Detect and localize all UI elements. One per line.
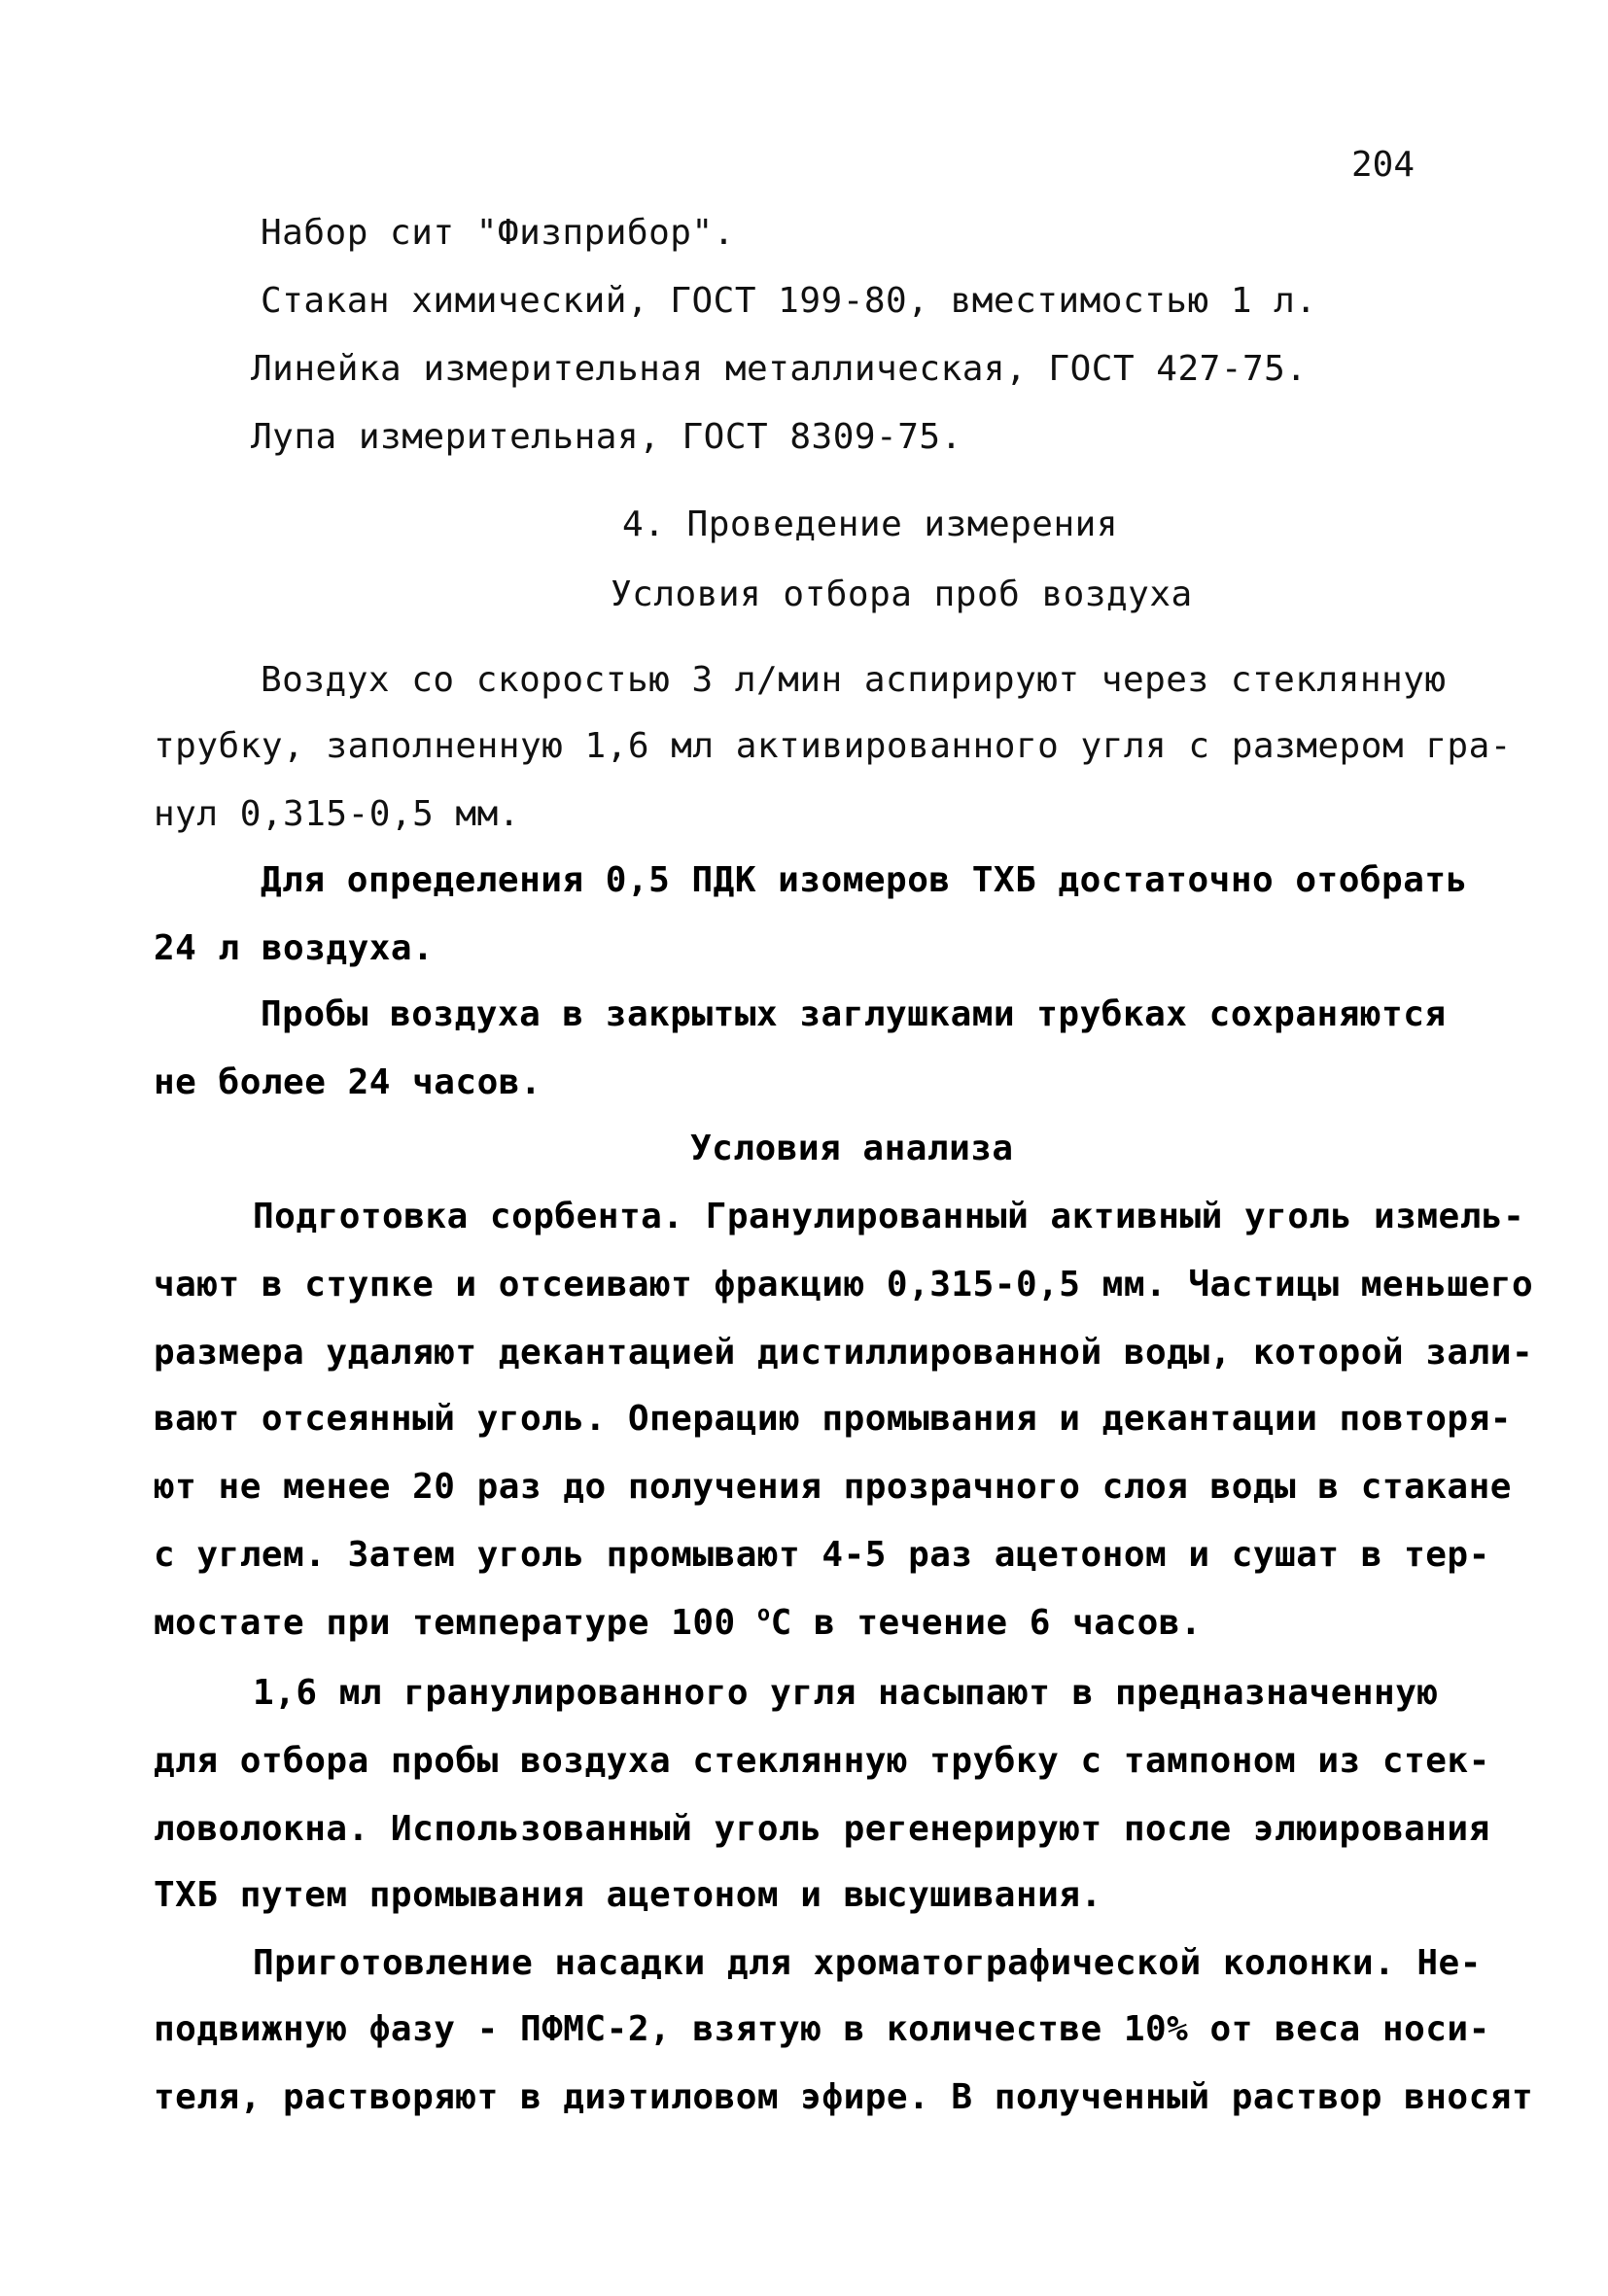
equipment-line: Лупа измерительная, ГОСТ 8309-75.	[251, 417, 962, 457]
body-line: Пробы воздуха в закрытых заглушками трубках сохраняются	[261, 994, 1447, 1034]
body-line: Подготовка сорбента. Гранулированный активный уголь измель-	[253, 1197, 1525, 1236]
body-line-temperature	[154, 1602, 1202, 1645]
body-line: ют не менее 20 раз до получения прозрачного слоя воды в стакане	[154, 1467, 1512, 1507]
body-line: для отбора пробы воздуха стеклянную трубку с тампоном из стек-	[154, 1741, 1490, 1781]
body-line: вают отсеянный уголь. Операцию промывания и декантации повторя-	[154, 1399, 1512, 1439]
equipment-line: Набор сит "Физприбор".	[261, 213, 735, 253]
body-line: Приготовление насадки для хроматографической колонки. Не-	[253, 1943, 1482, 1983]
body-line: подвижную фазу - ПФМС-2, взятую в количестве 10% от веса носи-	[154, 2009, 1490, 2049]
subheading-sampling: Условия отбора проб воздуха	[611, 574, 1193, 614]
page-number: 204	[1351, 145, 1416, 185]
body-line: Воздух со скоростью 3 л/мин аспирируют через стеклянную	[261, 660, 1447, 700]
equipment-line: Линейка измерительная металлическая, ГОСТ 427-75.	[251, 349, 1308, 389]
temperature-text: мостате при температуре 100	[154, 1603, 736, 1643]
body-line: ТХБ путем промывания ацетоном и высушивания.	[154, 1875, 1102, 1915]
body-line: 24 л воздуха.	[154, 928, 435, 968]
body-line: размера удаляют декантацией дистиллированной воды, которой зали-	[154, 1333, 1534, 1373]
subheading-analysis: Условия анализа	[690, 1129, 1014, 1168]
temperature-tail: С в течение 6 часов.	[770, 1603, 1203, 1643]
body-line: трубку, заполненную 1,6 мл активированного угля с размером гра-	[154, 726, 1512, 766]
body-line: Для определения 0,5 ПДК изомеров ТХБ достаточно отобрать	[261, 860, 1468, 900]
body-line: 1,6 мл гранулированного угля насыпают в предназначенную	[253, 1673, 1439, 1713]
section-heading: 4. Проведение измерения	[622, 504, 1118, 544]
degree-superscript: о	[756, 1602, 771, 1626]
body-line: ловолокна. Использованный уголь регенерируют после элюирования	[154, 1809, 1490, 1849]
body-line: теля, растворяют в диэтиловом эфире. В полученный раствор вносят	[154, 2077, 1534, 2117]
body-line: с углем. Затем уголь промывают 4-5 раз ацетоном и сушат в тер-	[154, 1535, 1490, 1575]
body-line: нул 0,315-0,5 мм.	[154, 794, 520, 834]
body-line: не более 24 часов.	[154, 1062, 542, 1102]
body-line: чают в ступке и отсеивают фракцию 0,315-0,5 мм. Частицы меньшего	[154, 1265, 1534, 1305]
equipment-line: Стакан химический, ГОСТ 199-80, вместимостью 1 л.	[261, 281, 1317, 321]
